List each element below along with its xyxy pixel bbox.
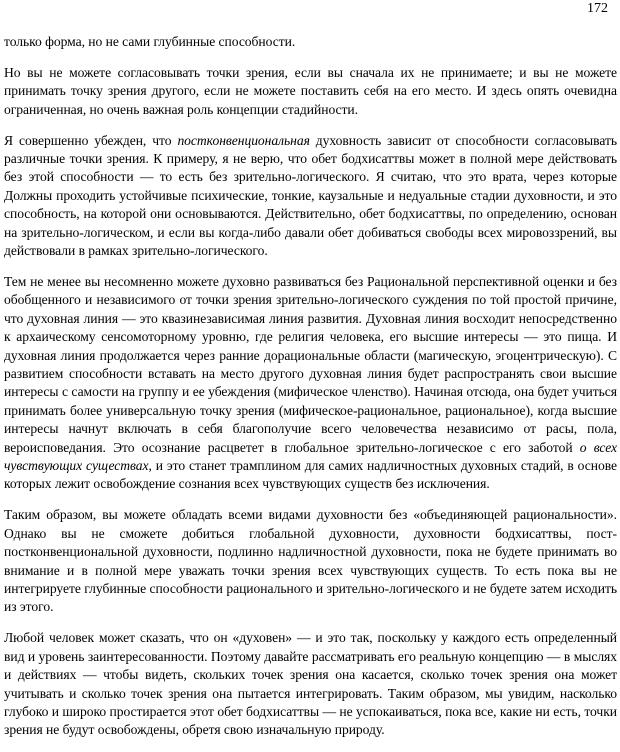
paragraph-text: только форма, но не сами глубинные способности.	[4, 34, 296, 49]
paragraph-text: Тем не менее вы несомненно можете духовно развиваться без Рациональной перспективной оценки и без обобщенного и независимого от точки зрения зрительно-логического суждения по той простой причине, что духовная линия — это квазинезависимая линия развития. Духовная линия восходит непосредственно к архаическому сенсомоторному уровню, где религия человека, его высшие интересы — это пища. И духовная линия продолжается через ранние дорациональные области (магическую, эгоцентрическую). С развитием способности вставать на место другого духовная линия будет распространять свои высшие интересы с самости на группу и ее убеждения (мифическое членство). Начиная отсюда, она будет учиться принимать более универсальную точку зрения (мифическое-рациональное, рациональное), когда высшие интересы начнут включать в себя благополучие всего человечества независимо от расы, пола, вероисповедания. Это осознание расцветет в глобальное зрительно-логическое с его заботой	[4, 273, 617, 455]
paragraph-3	[4, 132, 617, 261]
paragraph-2	[4, 64, 617, 119]
paragraph-4	[4, 273, 617, 494]
paragraph-text: духовность зависит от способности согласовывать различные точки зрения. К примеру, я не верю, что обет бодхисаттвы может в полной мере действовать без этой способности — то есть без зрительно-логического. Я считаю, что это врата, через которые Должны проходить устойчивые психические, тонкие, каузальные и недуальные стадии духовности, и это способность, на которой они основываются. Действительно, обет бодхисаттвы, по определению, основан на зрительно-логическом, и если вы когда-либо давали обет добиваться свободы всех мировоззрений, вы действовали в рамках зрительно-логического.	[4, 132, 617, 259]
paragraph-1	[4, 33, 617, 51]
page-number: 172	[587, 1, 608, 16]
paragraph-5	[4, 506, 617, 616]
paragraph-6	[4, 629, 617, 739]
paragraph-text: Но вы не можете согласовывать точки зрения, если вы сначала их не принимаете; и вы не можете принимать точку зрения другого, если не можете поставить себя на его место. И здесь опять очевидна ограниченная, но очень важная роль концепции стадийности.	[4, 64, 617, 117]
paragraph-text: , и это станет трамплином для самих надличностных духовных стадий, в основе которых лежит освобождение сознания всех чувствующих существ без исключения.	[4, 458, 617, 492]
italic-emphasis: постконвенциональная	[177, 132, 310, 148]
paragraph-text: Я совершенно убежден, что	[4, 132, 178, 148]
page-content	[4, 33, 617, 752]
italic-emphasis: о всех чувствующих существах	[4, 439, 617, 474]
paragraph-text: Любой человек может сказать, что он «духовен» — и это так, поскольку у каждого есть определенный вид и уровень заинтересованности. Поэтому давайте рассматривать его реальную концепцию — в мыслях и действиях — чтобы видеть, скольких точек зрения она касается, сколько точек зрения она может учитывать и сколько точек зрения она пытается интегрировать. Таким образом, мы увидим, насколько глубоко и широко простирается этот обет бодхисаттвы — не успокаиваться, пока все, какие ни есть, точки зрения не будут освобождены, обретя свою изначальную природу.	[4, 630, 617, 738]
paragraph-text: Таким образом, вы можете обладать всеми видами духовности без «объединяющей рациональности». Однако вы не сможете добиться глобальной духовности, духовности бодхисаттвы, пост-постконвенциональной духовности, подлинно надличностной духовности, пока не будете принимать во внимание и в полной мере уважать точки зрения всех чувствующих существ. То есть пока вы не интегрируете глубинные способности рационального и зрительно-логического и не будете затем исходить из этого.	[4, 507, 617, 615]
